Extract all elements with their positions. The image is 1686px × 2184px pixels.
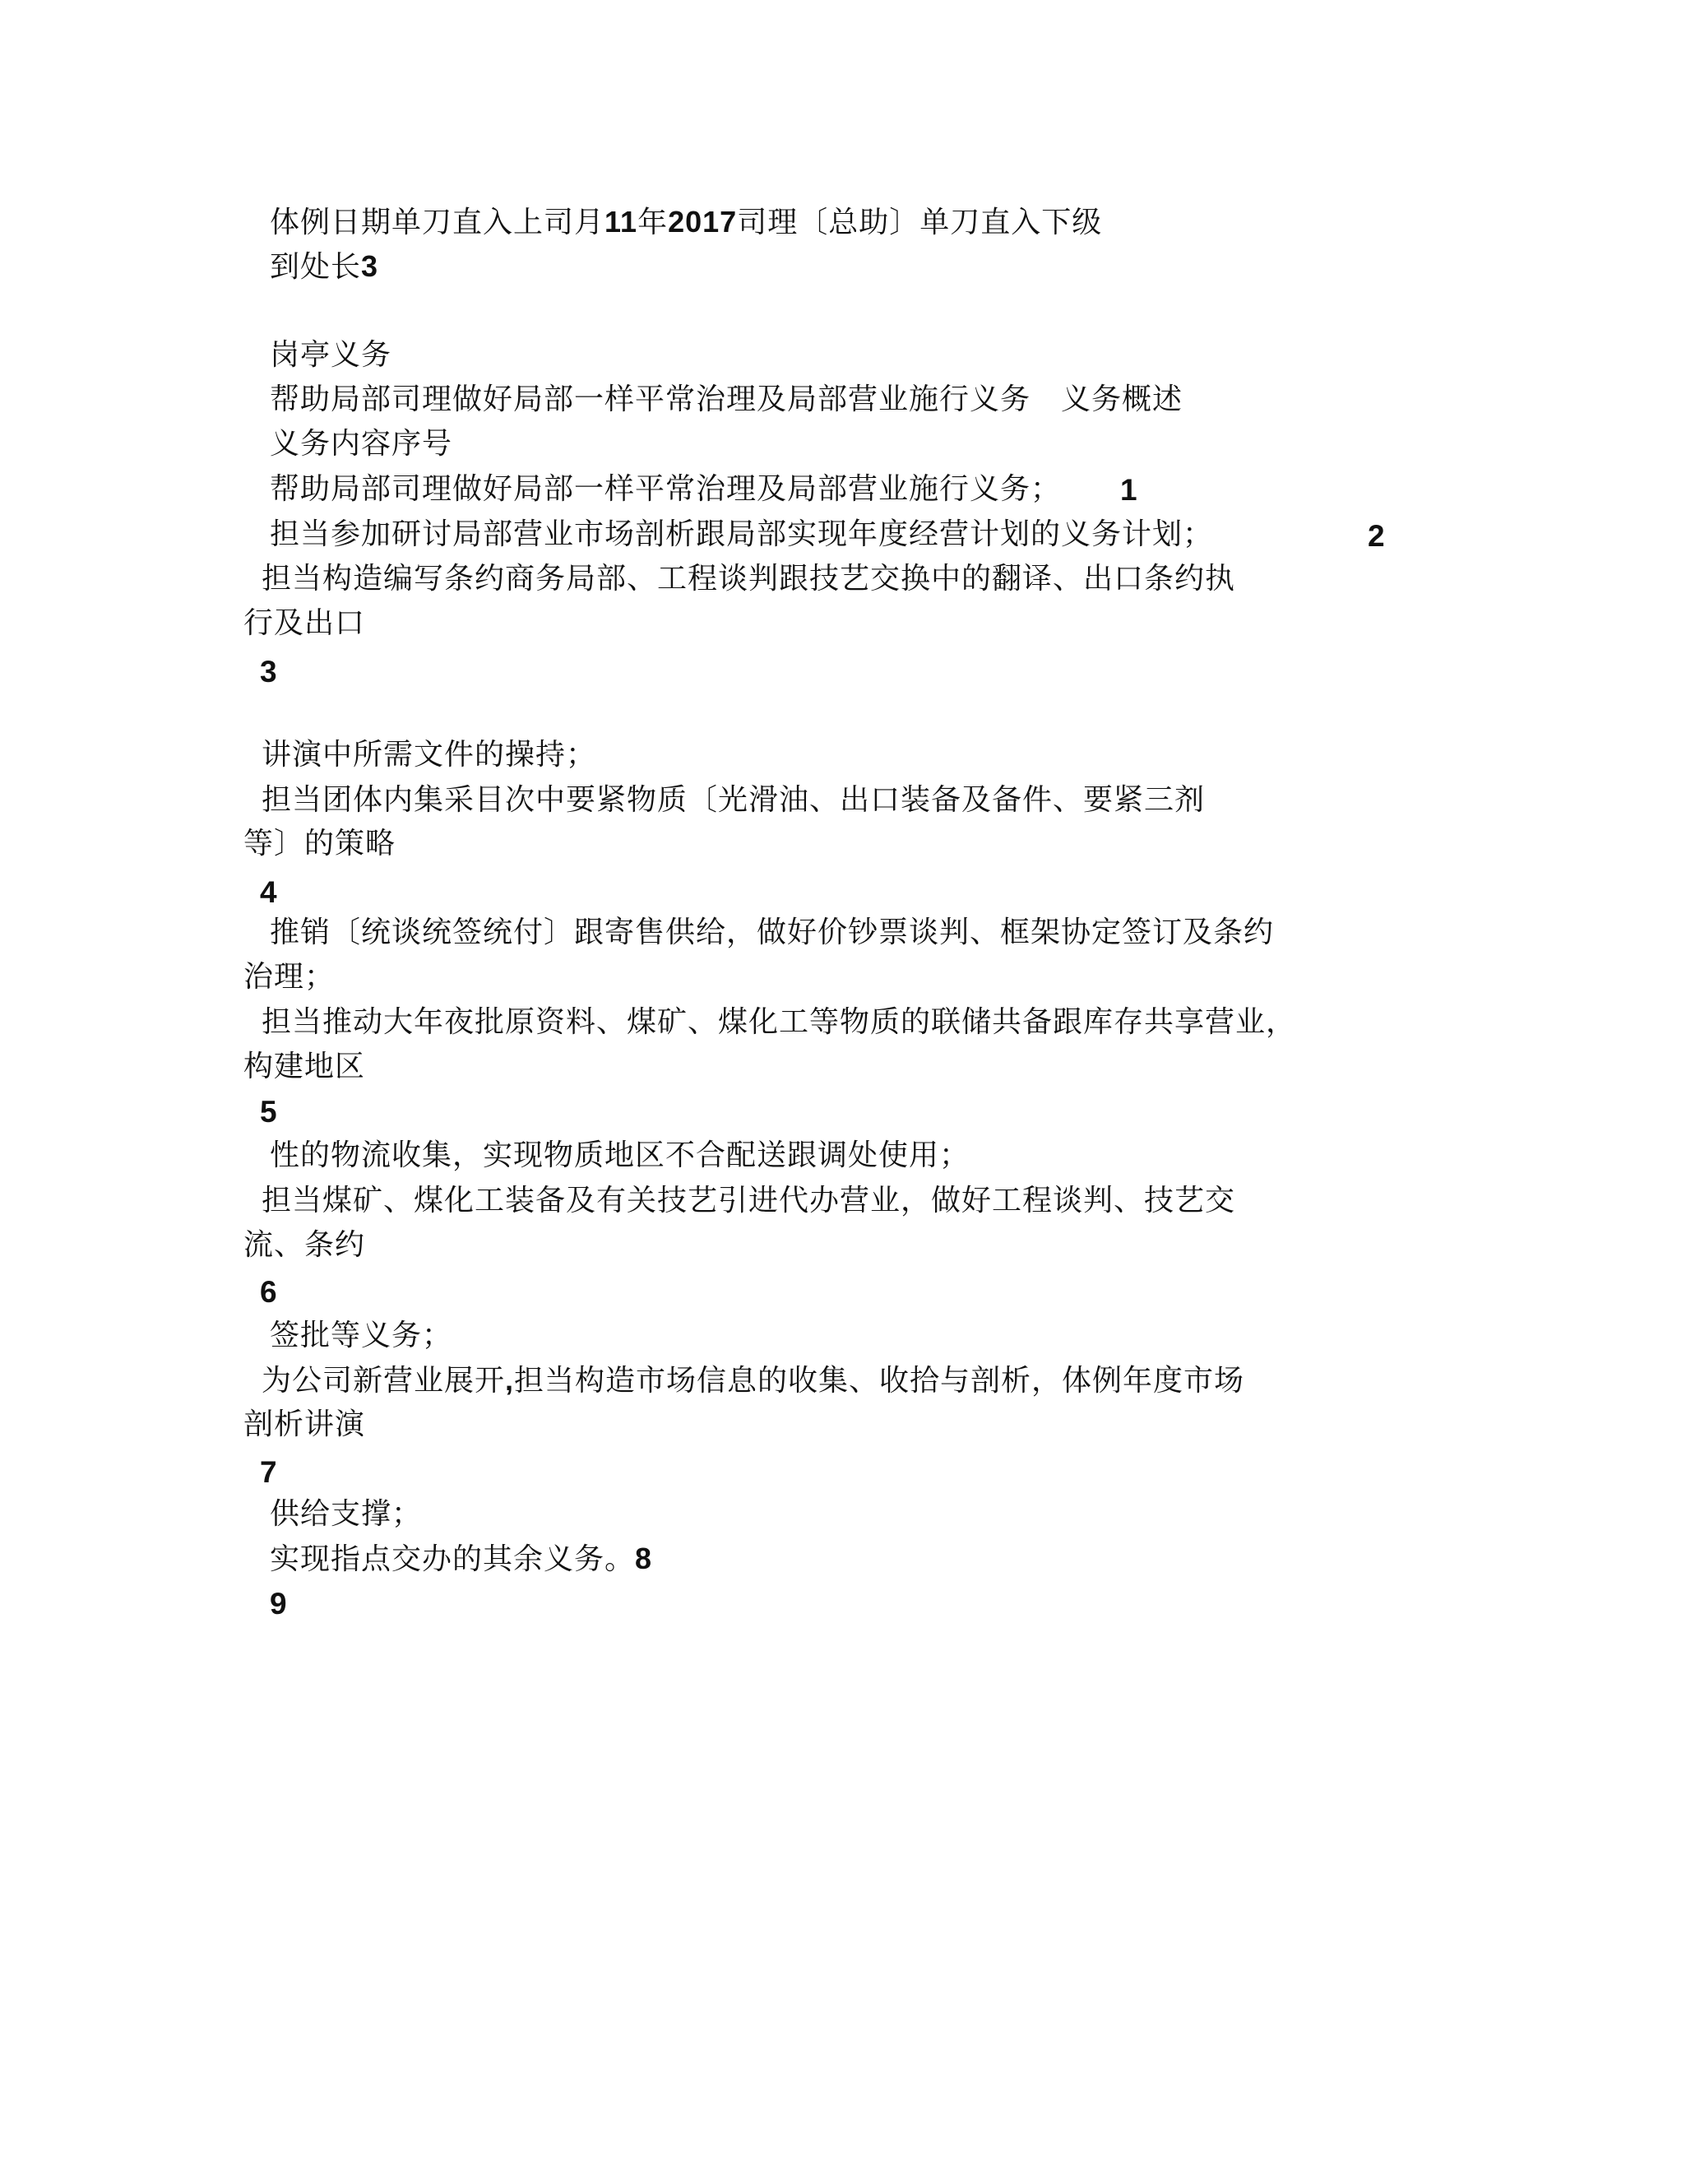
header-line-2-text: 到处长 — [270, 250, 362, 284]
duty-5-line-3: 性的物流收集，实现物质地区不合配送跟调处使用； — [270, 1138, 970, 1172]
duty-1-text: 帮助局部司理做好局部一样平常治理及局部营业施行义务； — [270, 472, 1062, 506]
duty-2-text: 担当参加研讨局部营业市场剖析跟局部实现年度经营计划的义务计划； — [270, 517, 1214, 551]
duty-8-text: 实现指点交办的其余义务。 — [270, 1542, 636, 1576]
duty-7-number: 7 — [260, 1455, 277, 1489]
section-columns: 义务内容序号 — [270, 427, 453, 461]
duty-6-line-1: 担当煤矿、煤化工装备及有关技艺引进代办营业，做好工程谈判、技艺交 — [262, 1184, 1236, 1217]
duty-7-line-1-part-a: 为公司新营业展开 — [262, 1364, 506, 1398]
duty-4-line-4: 治理； — [243, 960, 336, 994]
duty-4-number: 4 — [260, 875, 277, 909]
header-line-1 — [270, 204, 1102, 241]
header-line-1-part-a: 体例日期单刀直入上司月 — [270, 206, 605, 239]
duty-7-line-3: 供给支撑； — [270, 1497, 423, 1531]
duty-4-line-1: 担当团体内集采目次中要紧物质〔光滑油、出口装备及备件、要紧三剂 — [262, 783, 1206, 817]
section-title: 岗亭义务 — [270, 338, 392, 372]
duty-7-line-1-part-b: 担当构造市场信息的收集、收拾与剖析，体例年度市场 — [514, 1364, 1245, 1398]
header-month: 11 — [604, 205, 638, 239]
duty-3-line-1: 担当构造编写条约商务局部、工程谈判跟技艺交换中的翻译、出口条约执 — [262, 562, 1236, 596]
header-line-2 — [270, 248, 378, 285]
header-line-2-num: 3 — [361, 249, 379, 283]
duty-7-comma: , — [505, 1363, 515, 1397]
duty-7-line-1 — [262, 1362, 1244, 1399]
header-line-1-part-b: 年 — [637, 206, 669, 239]
section-summary: 帮助局部司理做好局部一样平常治理及局部营业施行义务 义务概述 — [270, 383, 1183, 416]
duty-3-line-2: 行及出口 — [243, 606, 366, 640]
duty-9-number: 9 — [270, 1587, 287, 1621]
header-year: 2017 — [668, 205, 738, 239]
duty-6-line-2: 流、条约 — [243, 1228, 366, 1262]
duty-4-line-2: 等〕的策略 — [243, 827, 396, 860]
duty-8-number: 8 — [635, 1542, 653, 1575]
duty-5-number: 5 — [260, 1095, 277, 1129]
duty-2-number: 2 — [1368, 519, 1385, 553]
duty-7-line-2: 剖析讲演 — [243, 1407, 366, 1441]
header-line-1-part-c: 司理〔总助〕单刀直入下级 — [737, 206, 1103, 239]
duty-6-number: 6 — [260, 1275, 277, 1309]
duty-6-line-3: 签批等义务； — [270, 1319, 453, 1352]
duty-3-number: 3 — [260, 655, 277, 689]
duty-5-line-2: 构建地区 — [243, 1050, 366, 1083]
duty-8-line — [270, 1541, 652, 1578]
duty-4-line-3: 推销〔统谈统签统付〕跟寄售供给，做好价钞票谈判、框架协定签订及条约 — [270, 916, 1275, 949]
duty-1-number: 1 — [1120, 473, 1137, 507]
duty-5-line-1: 担当推动大年夜批原资料、煤矿、煤化工等物质的联储共备跟库存共享营业， — [262, 1005, 1297, 1039]
duty-3-line-3: 讲演中所需文件的操持； — [262, 738, 597, 772]
